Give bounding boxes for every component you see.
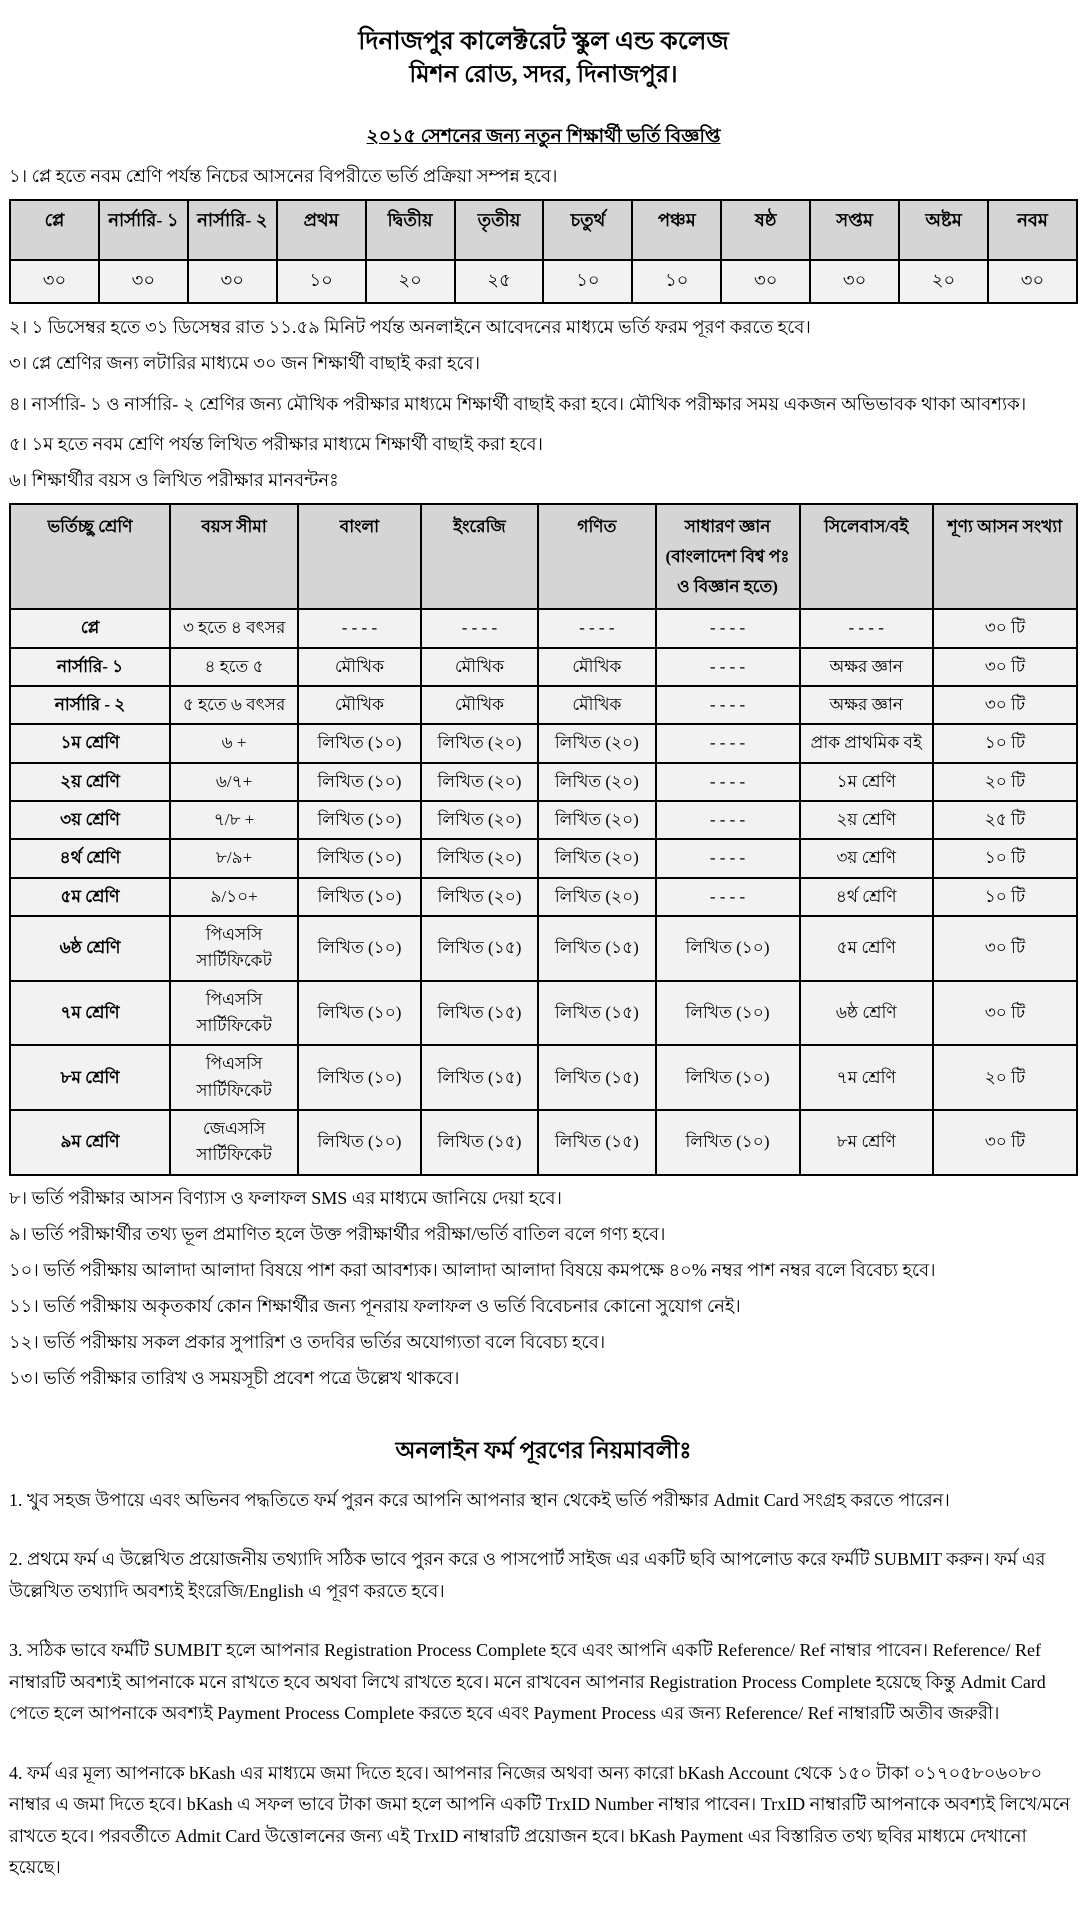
table-row [10,1110,1077,1175]
table-cell: - - - - [421,609,538,647]
column-header: সাধারণ জ্ঞান (বাংলাদেশ বিশ্ব পঃ ও বিজ্ঞান হতে) [656,504,800,609]
online-rule-paragraph-4: 4. ফর্ম এর মূল্য আপনাকে bKash এর মাধ্যমে জমা দিতে হবে। আপনার নিজের অথবা অন্য কারো bKash Account থেকে ১৫০ টাকা ০১৭০৫৮০৬০৮০ নাম্বার এ জমা দিতে হবে। bKash এ সফল ভাবে টাকা জমা হলে আপনি একটি TrxID Number নাম্বার পাবেন। TrxID নাম্বারটি আপনাকে অবশ্যই লিখে/মনে রাখতে হবে। পরবর্তীতে Admit Card উত্তোলনের জন্য এই TrxID নাম্বারটি প্রয়োজন হবে। bKash Payment এর বিস্তারিত তথ্য ছবির মাধ্যমে দেখানো হয়েছে। [9,1762,1071,1878]
column-header: প্রথম [277,200,366,260]
table-cell: নার্সারি- ১ [10,648,170,686]
table-cell: ৭ম শ্রেণি [10,981,170,1046]
table-cell: ৩০ টি [933,981,1077,1046]
table-cell: লিখিত (২০) [421,724,538,762]
table-cell: লিখিত (১৫) [538,981,655,1046]
table-cell: ৩০ টি [933,916,1077,981]
column-header: দ্বিতীয় [366,200,455,260]
table-cell: ২৫ [455,260,544,303]
online-rule-paragraph-1: 1. খুব সহজ উপায়ে এবং অভিনব পদ্ধতিতে ফর্ম পুরন করে আপনি আপনার স্থান থেকেই ভর্তি পরীক্ষার Admit Card সংগ্রহ করতে পারেন। [9,1489,950,1510]
table-cell: মৌখিক [298,648,421,686]
instruction-item-11: ১১। ভর্তি পরীক্ষায় অকৃতকার্য কোন শিক্ষার্থীর জন্য পূনরায় ফলাফল ও ভর্তি বিবেচনার কোনো সুযোগ নেই। [9,1295,741,1316]
table-cell: ২০ টি [933,763,1077,801]
table-cell: লিখিত (১৫) [538,916,655,981]
table-row [10,839,1077,877]
table-cell: - - - - [538,609,655,647]
table-row [10,763,1077,801]
table-cell: জেএসসি সার্টিফিকেট [170,1110,298,1175]
table-row [10,878,1077,916]
instruction-item-2: ২। ১ ডিসেম্বর হতে ৩১ ডিসেম্বর রাত ১১.৫৯ মিনিট পর্যন্ত অনলাইনে আবেদনের মাধ্যমে ভর্তি ফরম পূরণ করতে হবে। [9,317,811,338]
instruction-item-12: ১২। ভর্তি পরীক্ষায় সকল প্রকার সুপারিশ ও তদবির ভর্তির অযোগ্যতা বলে বিবেচ্য হবে। [9,1331,606,1352]
column-header: ইংরেজি [421,504,538,609]
column-header: সপ্তম [810,200,899,260]
instruction-item-3: ৩। প্লে শ্রেণির জন্য লটারির মাধ্যমে ৩০ জন শিক্ষার্থী বাছাই করা হবে। [9,353,481,374]
table-cell: ১০ টি [933,839,1077,877]
table-cell: ৭/৮ + [170,801,298,839]
column-header: ষষ্ঠ [721,200,810,260]
column-header: গণিত [538,504,655,609]
table-cell: ৪র্থ শ্রেণি [800,878,933,916]
table-cell: ১০ [632,260,721,303]
table-cell: প্রাক প্রাথমিক বই [800,724,933,762]
table-cell: লিখিত (২০) [421,801,538,839]
table-cell: ৬/৭+ [170,763,298,801]
notice-title: ২০১৫ সেশনের জন্য নতুন শিক্ষার্থী ভর্তি বিজ্ঞপ্তি [366,126,721,148]
table-cell: - - - - [800,609,933,647]
table-cell: - - - - [298,609,421,647]
table-cell: পিএসসি সার্টিফিকেট [170,1045,298,1110]
table-cell: - - - - [656,763,800,801]
table-cell: ৮/৯+ [170,839,298,877]
table-cell: লিখিত (২০) [538,763,655,801]
table-cell: ৩০ [988,260,1077,303]
table-cell: লিখিত (১৫) [421,981,538,1046]
table-cell: লিখিত (১০) [656,916,800,981]
table-row [10,916,1077,981]
table-cell: ৩য় শ্রেণি [10,801,170,839]
table-cell: ৩০ [188,260,277,303]
table-cell: ২০ [366,260,455,303]
table-cell: লিখিত (২০) [421,763,538,801]
instruction-item-9: ৯। ভর্তি পরীক্ষার্থীর তথ্য ভূল প্রমাণিত হলে উক্ত পরীক্ষার্থীর পরীক্ষা/ভর্তি বাতিল বলে গণ্য হবে। [9,1223,666,1244]
table-cell: ৫ম শ্রেণি [800,916,933,981]
table-cell: ৬ষ্ঠ শ্রেণি [10,916,170,981]
column-header: শূণ্য আসন সংখ্যা [933,504,1077,609]
table-cell: মৌখিক [421,648,538,686]
table-cell: লিখিত (১০) [298,916,421,981]
table-cell: ৩০ [721,260,810,303]
instruction-item-13: ১৩। ভর্তি পরীক্ষার তারিখ ও সময়সূচী প্রবেশ পত্রে উল্লেখ থাকবে। [9,1367,460,1388]
marks-distribution-table [9,503,1078,1176]
table-cell: ৯/১০+ [170,878,298,916]
table-cell: ৩য় শ্রেণি [800,839,933,877]
table-cell: ৩০ টি [933,686,1077,724]
instruction-item-6: ৬। শিক্ষার্থীর বয়স ও লিখিত পরীক্ষার মানবন্টনঃ [9,470,339,491]
table-cell: - - - - [656,878,800,916]
table-cell: ৬ + [170,724,298,762]
column-header: ভর্তিচ্ছু শ্রেণি [10,504,170,609]
table-cell: নার্সারি - ২ [10,686,170,724]
table-cell: ৭ম শ্রেণি [800,1045,933,1110]
table-cell: লিখিত (১০) [298,839,421,877]
table-cell: ২য় শ্রেণি [10,763,170,801]
school-address: মিশন রোড, সদর, দিনাজপুর। [409,62,678,89]
table-cell: লিখিত (২০) [538,839,655,877]
table-cell: ৮ম শ্রেণি [800,1110,933,1175]
table-cell: লিখিত (১০) [298,981,421,1046]
table-cell: লিখিত (২০) [538,801,655,839]
table-cell: পিএসসি সার্টিফিকেট [170,981,298,1046]
table-row [10,981,1077,1046]
online-form-rules-heading: অনলাইন ফর্ম পূরণের নিয়মাবলীঃ [395,1437,692,1463]
table-header-row [10,200,1077,260]
column-header: পঞ্চম [632,200,721,260]
table-cell: ৩০ টি [933,648,1077,686]
column-header: চতুর্থ [543,200,632,260]
table-cell: পিএসসি সার্টিফিকেট [170,916,298,981]
online-rule-paragraph-2: 2. প্রথমে ফর্ম এ উল্লেখিত প্রয়োজনীয় তথ্যাদি সঠিক ভাবে পুরন করে ও পাসপোর্ট সাইজ এর একটি ছবি আপলোড করে ফর্মটি SUBMIT করুন। ফর্ম এর উল্লেখিত তথ্যাদি অবশ্যই ইংরেজি/English এ পূরণ করতে হবে। [9,1549,1046,1601]
table-cell: ৫ হতে ৬ বৎসর [170,686,298,724]
table-cell: ৩০ টি [933,1110,1077,1175]
table-cell: ৩০ [10,260,99,303]
table-cell: ৩ হতে ৪ বৎসর [170,609,298,647]
table-cell: ৮ম শ্রেণি [10,1045,170,1110]
table-header-row [10,504,1077,609]
table-cell: লিখিত (২০) [421,839,538,877]
table-row [10,609,1077,647]
table-cell: ৪র্থ শ্রেণি [10,839,170,877]
table-cell: ২০ [899,260,988,303]
marks-table-header [10,504,1077,609]
table-row [10,686,1077,724]
column-header: অষ্টম [899,200,988,260]
table-row [10,801,1077,839]
column-header: তৃতীয় [455,200,544,260]
table-cell: লিখিত (২০) [538,724,655,762]
table-cell: - - - - [656,724,800,762]
instruction-item-10: ১০। ভর্তি পরীক্ষায় আলাদা আলাদা বিষয়ে পাশ করা আবশ্যক। আলাদা আলাদা বিষয়ে কমপক্ষে ৪০% নম্বর পাশ নম্বর বলে বিবেচ্য হবে। [9,1259,936,1280]
table-cell: ৪ হতে ৫ [170,648,298,686]
table-cell: লিখিত (১০) [656,981,800,1046]
table-cell: মৌখিক [298,686,421,724]
table-row [10,648,1077,686]
school-name: দিনাজপুর কালেক্টরেট স্কুল এন্ড কলেজ [358,28,729,55]
table-cell: লিখিত (১৫) [421,1110,538,1175]
column-header: বয়স সীমা [170,504,298,609]
table-cell: ১ম শ্রেণি [10,724,170,762]
column-header: বাংলা [298,504,421,609]
table-cell: লিখিত (১৫) [538,1045,655,1110]
table-cell: ৫ম শ্রেণি [10,878,170,916]
table-cell: লিখিত (১০) [298,1045,421,1110]
table-cell: লিখিত (১০) [656,1110,800,1175]
instruction-item-4: ৪। নার্সারি- ১ ও নার্সারি- ২ শ্রেণির জন্য মৌখিক পরীক্ষার মাধ্যমে শিক্ষার্থী বাছাই করা হবে। মৌখিক পরীক্ষার সময় একজন অভিভাবক থাকা আবশ্যক। [9,394,1027,415]
seats-table [9,199,1078,304]
table-cell: লিখিত (১০) [298,1110,421,1175]
table-cell: ৩০ টি [933,609,1077,647]
table-cell: - - - - [656,686,800,724]
table-cell: লিখিত (১০) [298,763,421,801]
table-cell: ১০ [543,260,632,303]
table-cell: ৩০ [99,260,188,303]
column-header: সিলেবাস/বই [800,504,933,609]
instruction-item-5: ৫। ১ম হতে নবম শ্রেণি পর্যন্ত লিখিত পরীক্ষার মাধ্যমে শিক্ষার্থী বাছাই করা হবে। [9,434,543,455]
column-header: প্লে [10,200,99,260]
table-cell: ৩০ [810,260,899,303]
table-cell: ৯ম শ্রেণি [10,1110,170,1175]
table-cell: ৬ষ্ঠ শ্রেণি [800,981,933,1046]
column-header: নার্সারি- ২ [188,200,277,260]
table-cell: মৌখিক [538,648,655,686]
table-cell: অক্ষর জ্ঞান [800,648,933,686]
table-cell: - - - - [656,648,800,686]
online-rule-paragraph-3: 3. সঠিক ভাবে ফর্মটি SUMBIT হলে আপনার Registration Process Complete হবে এবং আপনি একটি Reference/ Ref নাম্বার পাবেন। Reference/ Ref নাম্বারটি অবশ্যই আপনাকে মনে রাখতে হবে অথবা লিখে রাখতে হবে। মনে রাখবেন আপনার Registration Process Complete হয়েছে কিন্তু Admit Card পেতে হলে আপনাকে অবশ্যই Payment Process Complete করতে হবে এবং Payment Process এর জন্য Reference/ Ref নাম্বারটি অতীব জরুরী। [9,1640,1046,1724]
table-cell: লিখিত (২০) [421,878,538,916]
table-cell: লিখিত (১৫) [538,1110,655,1175]
table-row [10,260,1077,303]
table-cell: ২য় শ্রেণি [800,801,933,839]
table-cell: লিখিত (১০) [298,724,421,762]
table-cell: ২৫ টি [933,801,1077,839]
table-cell: প্লে [10,609,170,647]
column-header: নার্সারি- ১ [99,200,188,260]
table-cell: ১০ টি [933,878,1077,916]
table-cell: ১ম শ্রেণি [800,763,933,801]
column-header: নবম [988,200,1077,260]
table-cell: মৌখিক [421,686,538,724]
table-cell: অক্ষর জ্ঞান [800,686,933,724]
instruction-item-8: ৮। ভর্তি পরীক্ষার আসন বিণ্যাস ও ফলাফল SMS এর মাধ্যমে জানিয়ে দেয়া হবে। [9,1187,562,1208]
table-cell: - - - - [656,609,800,647]
marks-table-body [10,609,1077,1175]
table-cell: - - - - [656,801,800,839]
seats-table-body [10,260,1077,303]
table-cell: লিখিত (১০) [298,878,421,916]
table-cell: ১০ টি [933,724,1077,762]
table-cell: লিখিত (১৫) [421,916,538,981]
table-row [10,724,1077,762]
table-cell: লিখিত (১০) [298,801,421,839]
table-cell: ২০ টি [933,1045,1077,1110]
table-cell: মৌখিক [538,686,655,724]
table-row [10,1045,1077,1110]
table-cell: লিখিত (২০) [538,878,655,916]
instruction-item-1: ১। প্লে হতে নবম শ্রেণি পর্যন্ত নিচের আসনের বিপরীতে ভর্তি প্রক্রিয়া সম্পন্ন হবে। [9,166,558,187]
seats-table-header [10,200,1077,260]
table-cell: লিখিত (১০) [656,1045,800,1110]
table-cell: - - - - [656,839,800,877]
table-cell: ১০ [277,260,366,303]
table-cell: লিখিত (১৫) [421,1045,538,1110]
